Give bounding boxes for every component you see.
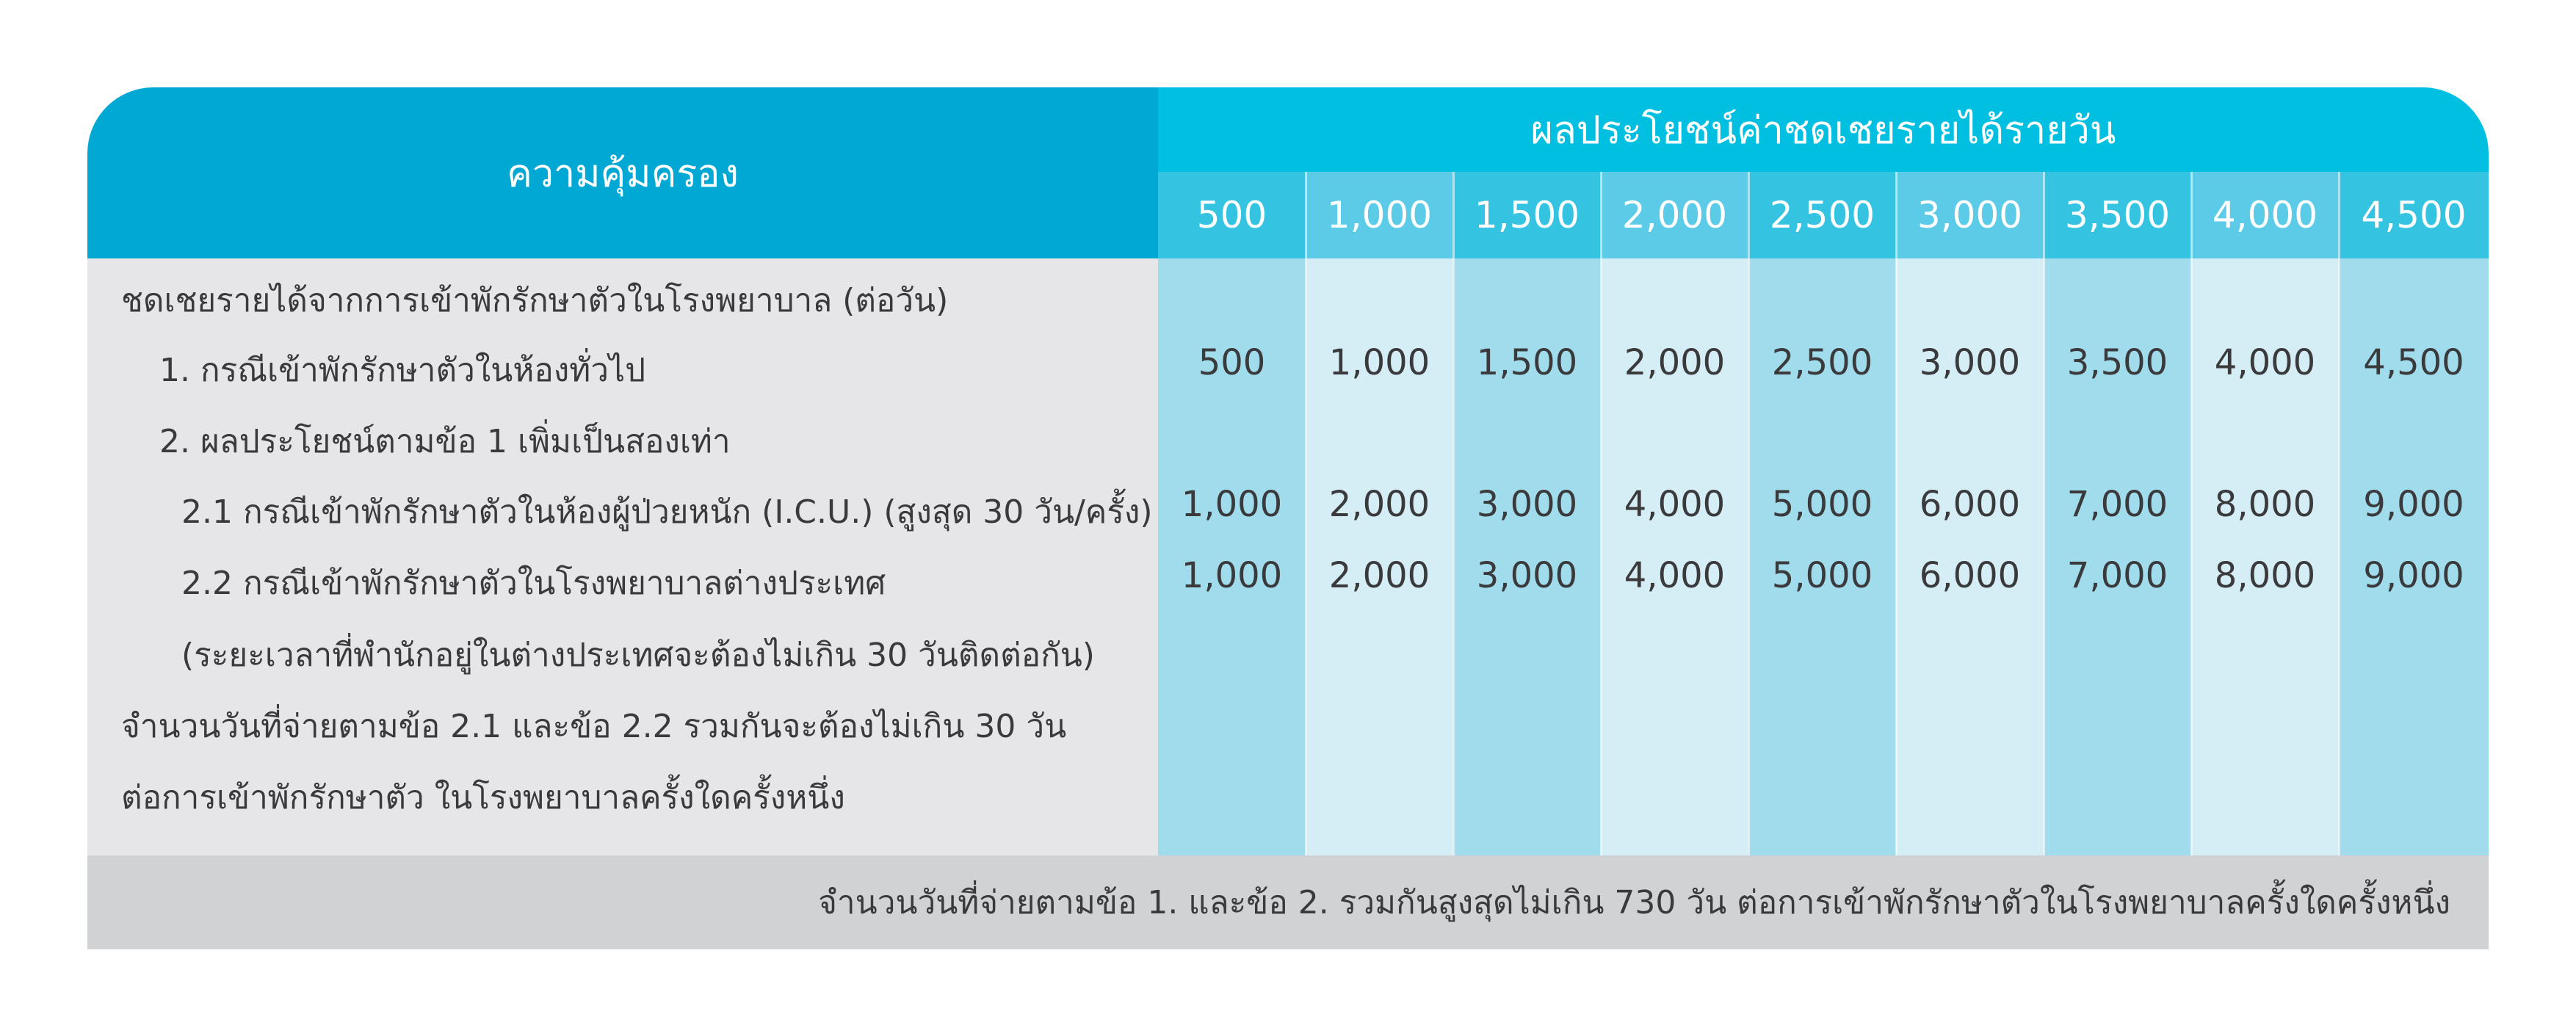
coverage-row-label: (ระยะเวลาที่พำนักอยู่ในต่างประเทศจะต้องไม่เกิน 30 วันติดต่อกัน)	[181, 637, 1095, 674]
benefit-value-cell: 2,000	[1328, 555, 1430, 596]
benefit-value-cell: 3,000	[1476, 555, 1578, 596]
benefit-value-cell: 3,000	[1919, 342, 2021, 383]
benefit-value-cell: 5,000	[1771, 484, 1873, 525]
benefit-value-cell: 2,000	[1624, 342, 1726, 383]
benefit-value-cell: 4,000	[2214, 342, 2316, 383]
benefit-value-cell: 1,500	[1476, 342, 1578, 383]
plan-header-cell: 2,500	[1748, 172, 1896, 258]
plan-header-cell: 2,000	[1601, 172, 1748, 258]
benefit-value-cell: 9,000	[2363, 555, 2464, 596]
benefit-value-cell: 2,000	[1328, 484, 1430, 525]
benefit-value-cell: 3,000	[1476, 484, 1578, 525]
coverage-row-label: 2.2 กรณีเข้าพักรักษาตัวในโรงพยาบาลต่างประเทศ	[181, 565, 886, 602]
plan-header-cell: 4,500	[2339, 172, 2489, 258]
benefit-value-cell: 6,000	[1919, 484, 2021, 525]
benefit-value-cell: 4,500	[2363, 342, 2464, 383]
coverage-row-label: 2. ผลประโยชน์ตามข้อ 1 เพิ่มเป็นสองเท่า	[159, 423, 731, 460]
benefit-header-label: ผลประโยชน์ค่าชดเชยรายได้รายวัน	[1530, 109, 2116, 153]
footer-note-row	[87, 855, 2489, 949]
benefit-value-cell: 3,500	[2066, 342, 2168, 383]
benefit-value-cell: 9,000	[2363, 484, 2464, 525]
coverage-header	[87, 87, 1158, 258]
coverage-row-label: ต่อการเข้าพักรักษาตัว ในโรงพยาบาลครั้งใดครั้งหนึ่ง	[121, 779, 845, 816]
benefit-value-cell: 1,000	[1328, 342, 1430, 383]
benefit-value-cell: 1,000	[1181, 555, 1283, 596]
benefit-value-cell: 500	[1198, 342, 1266, 383]
coverage-header-label: ความคุ้มครอง	[507, 152, 739, 196]
plan-header-cell: 1,500	[1453, 172, 1601, 258]
plan-header-cell: 3,000	[1896, 172, 2044, 258]
benefit-table	[87, 87, 2489, 949]
plan-header-cell: 500	[1158, 172, 1306, 258]
benefit-value-cell: 4,000	[1624, 555, 1726, 596]
benefit-value-cell: 1,000	[1181, 484, 1283, 525]
coverage-labels-column	[87, 258, 1158, 855]
benefit-header	[1158, 87, 2489, 172]
plan-header-cell: 3,500	[2044, 172, 2191, 258]
benefit-value-cell: 8,000	[2214, 484, 2316, 525]
benefit-value-cell: 5,000	[1771, 555, 1873, 596]
benefit-value-cell: 6,000	[1919, 555, 2021, 596]
benefit-value-cell: 4,000	[1624, 484, 1726, 525]
coverage-row-label: 2.1 กรณีเข้าพักรักษาตัวในห้องผู้ป่วยหนัก (I.C.U.) (สูงสุด 30 วัน/ครั้ง)	[181, 493, 1153, 531]
plan-header-cell: 1,000	[1306, 172, 1453, 258]
footer-note: จำนวนวันที่จ่ายตามข้อ 1. และข้อ 2. รวมกันสูงสุดไม่เกิน 730 วัน ต่อการเข้าพักรักษาตัวในโรงพยาบาลครั้งใดครั้งหนึ่ง	[818, 884, 2450, 921]
coverage-row-label: ชดเชยรายได้จากการเข้าพักรักษาตัวในโรงพยาบาล (ต่อวัน)	[121, 282, 949, 319]
benefit-value-cell: 2,500	[1771, 342, 1873, 383]
coverage-row-label: 1. กรณีเข้าพักรักษาตัวในห้องทั่วไป	[159, 352, 646, 389]
plan-header-row	[1158, 172, 2489, 258]
benefit-value-cell: 8,000	[2214, 555, 2316, 596]
plan-header-cell: 4,000	[2191, 172, 2339, 258]
coverage-row-label: จำนวนวันที่จ่ายตามข้อ 2.1 และข้อ 2.2 รวมกันจะต้องไม่เกิน 30 วัน	[121, 708, 1067, 745]
benefit-value-cell: 7,000	[2066, 555, 2168, 596]
benefit-value-cell: 7,000	[2066, 484, 2168, 525]
